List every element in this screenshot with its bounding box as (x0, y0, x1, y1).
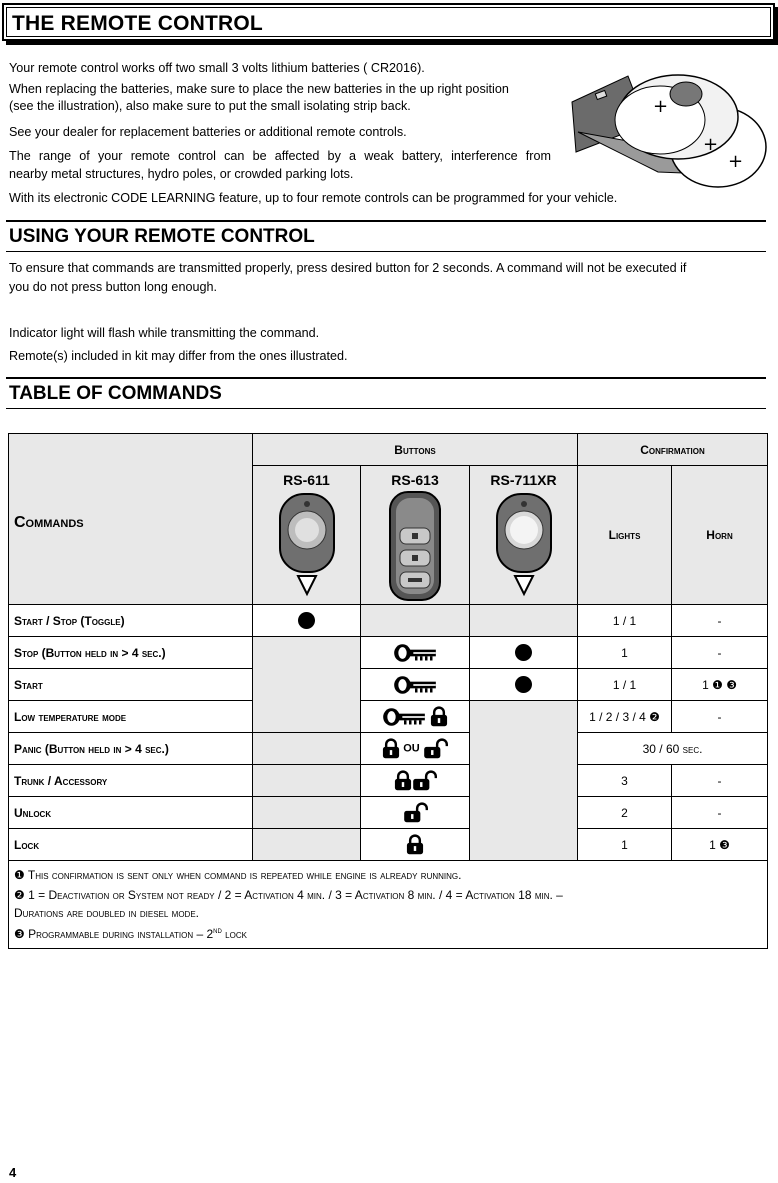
table-row (9, 797, 768, 829)
table-row (9, 829, 768, 861)
model-rs711xr (470, 466, 578, 605)
row-command: Start / Stop (Toggle) (9, 605, 253, 637)
row-command: Panic (Button held in > 4 sec.) (9, 733, 253, 765)
row-lights: 1 (578, 637, 672, 669)
button-dot-icon (298, 612, 315, 629)
svg-text:+: + (653, 96, 669, 117)
row-horn: - (672, 701, 768, 733)
using-heading: USING YOUR REMOTE CONTROL (6, 220, 766, 252)
note-1: ❶ This confirmation is sent only when command is repeated while engine is already running. (14, 868, 462, 882)
row-command: Start (9, 669, 253, 701)
or-label: OU (403, 742, 420, 755)
unlock-icon (403, 802, 428, 823)
row-horn: 1 ❸ (672, 829, 768, 861)
remote-rs611-icon (274, 488, 340, 598)
using-p3: Remote(s) included in kit may differ from the ones illustrated. (9, 349, 348, 363)
table-notes-row (9, 861, 768, 949)
note-2b: Durations are doubled in diesel mode. (14, 906, 199, 920)
row-command: Stop (Button held in > 4 sec.) (9, 637, 253, 669)
row-lights: 1 (578, 829, 672, 861)
row-horn: - (672, 765, 768, 797)
using-p2: Indicator light will flash while transmitting the command. (9, 326, 320, 340)
table-row (9, 765, 768, 797)
button-dot-icon (515, 644, 532, 661)
model-rs611-label: RS-611 (283, 472, 330, 488)
table-row (9, 605, 768, 637)
model-rs613 (361, 466, 470, 605)
row-lights: 2 (578, 797, 672, 829)
row-command: Trunk / Accessory (9, 765, 253, 797)
title-box (2, 3, 775, 41)
svg-text:+: + (728, 151, 744, 172)
intro-p4a: The range of your remote control can be affected by a weak battery, interference from (9, 149, 551, 163)
remote-rs711xr-icon (491, 488, 557, 598)
page-number: 4 (9, 1165, 17, 1180)
table-row (9, 733, 768, 765)
note-3: ❸ Programmable during installation – 2nd lock (14, 926, 247, 941)
row-horn: - (672, 637, 768, 669)
row-horn: - (672, 605, 768, 637)
button-dot-icon (515, 676, 532, 693)
intro-p4b: nearby metal structures, hydro poles, or crowded parking lots. (9, 167, 354, 181)
table-row (9, 637, 768, 669)
lights-header: Lights (608, 528, 641, 542)
lock-icon (430, 706, 448, 727)
row-merged-confirmation: 30 / 60 sec. (578, 733, 768, 765)
table-heading: TABLE OF COMMANDS (6, 377, 766, 409)
unlock-icon (423, 738, 448, 759)
model-rs613-label: RS-613 (391, 472, 439, 488)
row-horn: 1 ❶ ❸ (672, 669, 768, 701)
row-lights: 1 / 2 / 3 / 4 ❷ (578, 701, 672, 733)
note-2a: ❷ 1 = Deactivation or System not ready / 2 = Activation 4 min. / 3 = Activation 8 min. / 4 = Activation 18 min. – (14, 888, 563, 902)
battery-illustration (568, 72, 768, 192)
intro-p2b: (see the illustration), also make sure to put the small isolating strip back. (9, 99, 411, 113)
unlock-icon (412, 770, 437, 791)
row-horn: - (672, 797, 768, 829)
remote-rs613-icon (382, 488, 448, 604)
lock-icon (394, 770, 412, 791)
horn-header: Horn (706, 528, 733, 542)
using-p1a: To ensure that commands are transmitted properly, press desired button for 2 seconds. A command will not be executed if (9, 261, 687, 275)
row-lights: 3 (578, 765, 672, 797)
page-title: THE REMOTE CONTROL (12, 12, 263, 35)
model-rs611 (253, 466, 361, 605)
svg-text:+: + (703, 134, 719, 155)
row-command: Lock (9, 829, 253, 861)
lock-icon (382, 738, 400, 759)
using-p1b: you do not press button long enough. (9, 280, 217, 294)
intro-p3: See your dealer for replacement batteries or additional remote controls. (9, 125, 407, 139)
key-icon (393, 675, 437, 695)
row-command: Unlock (9, 797, 253, 829)
row-lights: 1 / 1 (578, 669, 672, 701)
intro-p2a: When replacing the batteries, make sure to place the new batteries in the up right position (9, 82, 509, 96)
commands-table (8, 433, 768, 949)
confirmation-header: Confirmation (578, 434, 768, 466)
row-lights: 1 / 1 (578, 605, 672, 637)
commands-header: Commands (14, 514, 84, 531)
buttons-header: Buttons (253, 434, 578, 466)
key-icon (382, 707, 426, 727)
table-row (9, 701, 768, 733)
intro-p1: Your remote control works off two small 3 volts lithium batteries ( CR2016). (9, 61, 425, 75)
lock-icon (406, 834, 424, 855)
intro-p5: With its electronic CODE LEARNING feature, up to four remote controls can be programmed for your vehicle. (9, 191, 618, 205)
row-command: Low temperature mode (9, 701, 253, 733)
model-rs711xr-label: RS-711XR (490, 472, 557, 488)
key-icon (393, 643, 437, 663)
table-row (9, 669, 768, 701)
